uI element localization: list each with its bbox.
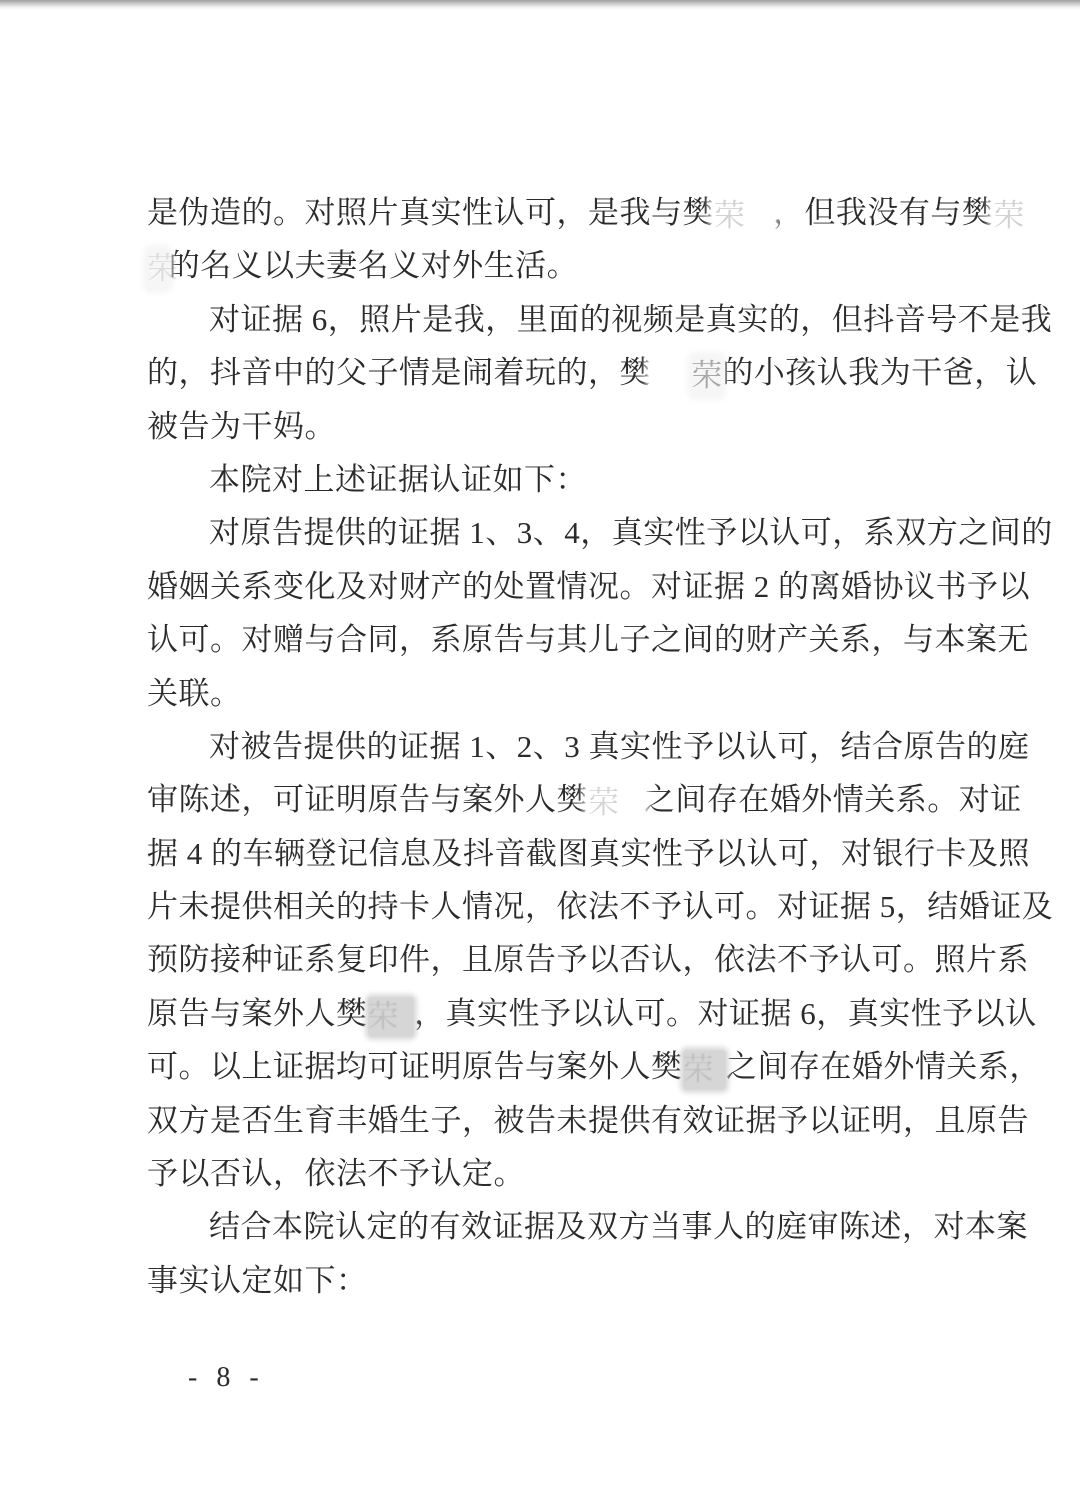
redacted-ghost-character: 荣: [714, 197, 746, 233]
redacted-ghost-character: 荣: [588, 785, 620, 821]
text-segment: 予以否认，依法不予认定。: [147, 1156, 525, 1192]
text-segment: 婚姻关系变化及对财产的处置情况。对证据 2 的离婚协议书予以: [147, 568, 1030, 604]
text-line: [147, 400, 997, 453]
text-line: [147, 1254, 997, 1307]
text-segment: 片未提供相关的持卡人情况，依法不予认可。对证据 5，结婚证及: [147, 889, 1054, 925]
text-segment: 被告为干妈。: [147, 408, 336, 444]
text-segment: 结合本院认定的有效证据及双方当事人的庭审陈述，对本案: [209, 1209, 1028, 1245]
redaction-box: [588, 783, 644, 823]
text-segment: ，但我没有与樊: [772, 195, 994, 230]
redaction-box: [651, 356, 691, 396]
text-segment: ，真实性予以认可。对证据 6，真实性予以认: [414, 995, 1037, 1031]
redacted-ghost-character: 荣: [682, 1052, 714, 1088]
text-line: [147, 827, 1030, 880]
redaction-box: [147, 249, 179, 289]
text-segment: 据 4 的车辆登记信息及抖音截图真实性予以认可，对银行卡及照: [147, 835, 1030, 871]
text-segment: 的名义以夫妻名义对外生活。: [168, 248, 579, 284]
text-line: [147, 293, 1053, 346]
text-line: [147, 933, 1029, 986]
redacted-ghost-character: 荣: [691, 358, 723, 394]
text-segment: 对原告提供的证据 1、3、4，真实性予以认可，系双方之间的: [209, 515, 1053, 551]
redaction-box: [683, 1050, 726, 1090]
text-line: [147, 1094, 1029, 1147]
redacted-ghost-character: 荣: [993, 197, 1025, 233]
text-line: [147, 987, 1037, 1040]
text-segment: 之间存在婚外情关系。对证: [643, 782, 1022, 818]
text-segment: 本院对上述证据认证如下：: [209, 461, 587, 497]
text-line: [147, 239, 997, 292]
redaction-box: [993, 196, 1043, 236]
text-line: [147, 560, 1030, 613]
page-number: - 8 -: [188, 1362, 265, 1393]
text-segment: 审陈述，可证明原告与案外人樊: [147, 782, 588, 818]
text-segment: 认可。对赠与合同，系原告与其儿子之间的财产关系，与本案无: [147, 622, 1029, 658]
redaction-box: [714, 196, 773, 236]
text-line: [147, 1147, 997, 1200]
text-segment: 关联。: [147, 675, 242, 711]
text-line: [147, 773, 1022, 826]
redacted-ghost-character: 荣: [367, 998, 399, 1034]
text-line: [147, 186, 1025, 239]
text-segment: 双方是否生育丰婚生子，被告未提供有效证据予以证明，且原告: [147, 1102, 1029, 1138]
text-segment: 的，抖音中的父子情是闹着玩的，樊: [147, 355, 651, 391]
text-segment: 是伪造的。对照片真实性认可，是我与樊: [147, 195, 714, 230]
text-segment: 可。以上证据均可证明原告与案外人樊: [147, 1049, 683, 1085]
redaction-box: [691, 356, 722, 396]
text-segment: 事实认定如下：: [147, 1262, 368, 1298]
text-line: [147, 667, 997, 720]
text-segment: 对被告提供的证据 1、2、3 真实性予以认可，结合原告的庭: [209, 728, 1030, 764]
text-line: [147, 880, 1054, 933]
text-line: [147, 613, 1029, 666]
text-line: [147, 346, 1038, 399]
text-line: [147, 453, 997, 506]
text-line: [147, 506, 1053, 559]
scan-top-edge: [0, 0, 1080, 10]
text-segment: 原告与案外人樊: [147, 995, 368, 1031]
text-segment: 对证据 6，照片是我，里面的视频是真实的，但抖音号不是我: [209, 301, 1053, 337]
text-line: [147, 1040, 1041, 1093]
text-segment: 的小孩认我为干爸，认: [722, 355, 1038, 391]
document-text-block: [147, 186, 1054, 1307]
redacted-ghost-character: 荣: [147, 251, 179, 287]
text-line: [147, 720, 1030, 773]
redaction-box: [368, 997, 415, 1037]
text-segment: 预防接种证系复印件，且原告予以否认，依法不予认可。照片系: [147, 942, 1029, 978]
text-segment: 之间存在婚外情关系，: [725, 1049, 1041, 1085]
text-line: [147, 1200, 1028, 1253]
